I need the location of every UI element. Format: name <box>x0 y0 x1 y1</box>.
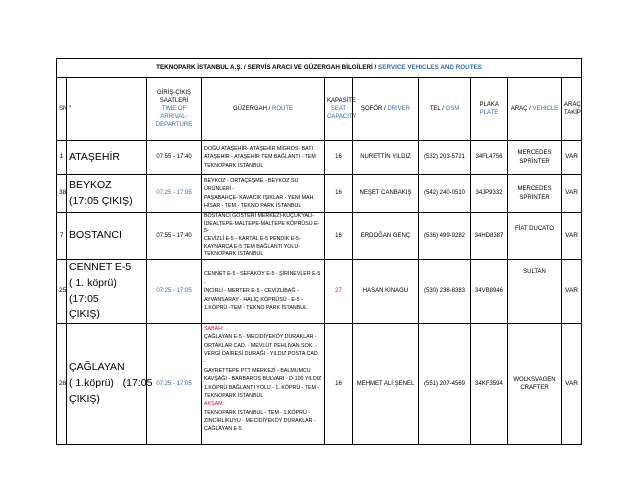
location-note: ÇIKIŞ) <box>69 308 100 321</box>
header-tel-tr: TEL / <box>429 105 444 112</box>
route-line: PAŞABAHÇE- KAVACIK IŞIKLAR - YENİ MAH. <box>204 194 315 201</box>
header-location <box>67 78 147 141</box>
location-name: BOSTANCI <box>69 229 122 242</box>
row-tracking: VAR <box>562 141 582 175</box>
row-sn: 7 <box>57 213 67 260</box>
table-title <box>57 59 582 78</box>
row-sn: 38 <box>57 175 67 213</box>
route-line: BEYKOZ - ORTAÇEŞME - BEYKOZ SU ÜRÜNLERİ - <box>204 177 299 193</box>
header-route-en: ROUTE <box>272 105 293 112</box>
header-vehicle-tr: ARAÇ / <box>510 105 531 112</box>
row-tracking: VAR <box>562 260 582 324</box>
route-line: ÇAĞLAYAN E-5 <box>204 426 242 433</box>
row-vehicle: MERCEDES SPRİNTER <box>508 141 562 175</box>
row-plate: 34JP9332 <box>471 175 508 213</box>
route-evening-label: AKŞAM: <box>204 401 225 408</box>
header-row <box>57 78 582 141</box>
row-location <box>67 260 147 324</box>
location-note: ( 1. köprü) (17:05 <box>69 276 117 305</box>
row-time: 07:55 - 17:40 <box>147 141 202 175</box>
row-sn: 1 <box>57 141 67 175</box>
header-plate-tr: PLAKA <box>479 101 499 108</box>
row-route <box>202 141 325 175</box>
route-morning-label: SABAH: <box>204 326 224 333</box>
vehicle-make: WOLKSVAGEN <box>513 376 556 383</box>
table-row <box>57 324 582 445</box>
title-tr: TEKNOPARK İSTANBUL A.Ş. / SERVİS ARACI VE GÜZERGAH BİLGİLERİ / <box>156 63 377 71</box>
header-route <box>202 78 325 141</box>
header-sn: SN <box>57 78 67 141</box>
title-en: SERVICE VEHICLES AND ROUTES <box>378 63 482 71</box>
route-line: TEKNOPARK İSTANBUL <box>204 392 264 399</box>
row-route <box>202 213 325 260</box>
route-line: 1.KÖPRÜ BAĞLANTI YOLU - 1. KÖPRÜ - TEM - <box>204 384 320 391</box>
route-line: AYVANSARAY - HALİÇ KÖPRÜSÜ - E-5 - <box>204 296 303 303</box>
row-tel: (530) 238-8383 <box>419 260 471 324</box>
table-row <box>57 175 582 213</box>
row-driver: NURETTİN YILDIZ <box>353 141 419 175</box>
header-times-en: TIME OF ARRIVAL-DEPARTURE <box>155 105 193 129</box>
route-line: TEKNOPARK İSTANBUL <box>204 251 264 258</box>
row-route <box>202 260 325 324</box>
header-capacity <box>325 78 357 141</box>
location-name: CENNET E-5 <box>69 261 132 274</box>
row-tel: (551) 207-4569 <box>419 324 471 445</box>
row-location <box>67 324 153 445</box>
table-row <box>57 213 582 260</box>
location-name: ÇAĞLAYAN <box>69 361 125 374</box>
row-time: 07:25 - 17:05 <box>147 175 202 213</box>
table-row <box>57 260 582 324</box>
route-line: 1.KÖPRÜ -TEM - TEKNO PARK İSTANBUL <box>204 305 308 312</box>
location-name: ATAŞEHİR <box>69 150 120 163</box>
row-sn: 25 <box>57 260 67 324</box>
row-location <box>67 213 147 260</box>
route-line: GAYRETTEPE PTT MERKEZİ - BALMUMCU <box>204 367 311 374</box>
row-tracking: VAR <box>562 324 582 445</box>
row-vehicle <box>508 324 562 445</box>
row-driver: HASAN KINAGU <box>353 260 419 324</box>
header-capacity-tr: KAPASİTE <box>327 97 356 104</box>
route-line: ÇAĞLAYAN E-5 - MECİDİYEKÖY DURAKLAR - <box>204 334 317 341</box>
service-table <box>56 58 582 445</box>
row-plate: 34FL4756 <box>471 141 508 175</box>
header-location-mark: " <box>69 105 72 112</box>
header-plate-en: PLATE <box>479 110 499 116</box>
table-row <box>57 141 582 175</box>
row-route <box>202 324 325 445</box>
route-line: KAVŞAĞI - BARBAROS BULVARI - D-100 YILDIZ <box>204 376 322 383</box>
row-tel: (532) 203-5721 <box>419 141 471 175</box>
header-vehicle-en: VEHICLE <box>532 105 559 112</box>
row-tracking: VAR <box>562 175 582 213</box>
route-line: VERGİ DAİRESİ DURAĞI - YILDIZ POSTA CAD. - <box>204 351 320 366</box>
row-route <box>202 175 325 213</box>
header-capacity-en: SEAT CAPACITY <box>327 105 357 121</box>
row-capacity: 16 <box>325 213 353 260</box>
row-vehicle: SULTAN <box>508 260 562 324</box>
row-time: 07:25 - 17:05 <box>147 260 202 324</box>
header-times-tr: GİRİŞ-ÇIKIŞ SAATLERİ <box>156 89 191 104</box>
row-driver: NEŞET CANBAKIŞ <box>353 175 419 213</box>
row-capacity: 27 <box>325 260 353 324</box>
route-line: HİSAR - TEM - TEKNO PARK İSTANBUL <box>204 202 302 209</box>
route-line: İNCİRLİ - MERTER E-5 - CEVİZLİBAĞ - <box>204 288 299 295</box>
row-capacity: 16 <box>325 141 353 175</box>
vehicle-model: CRAFTER <box>520 385 549 392</box>
row-location <box>67 175 147 213</box>
row-driver: ERDOĞAN GENÇ <box>353 213 419 260</box>
route-line: TEKNOPARK İSTANBUL <box>204 162 264 169</box>
header-driver <box>353 78 419 141</box>
title-row <box>57 59 582 78</box>
header-tel-en: GSM <box>445 105 460 112</box>
row-sn: 28 <box>57 324 67 445</box>
route-line: İDEALTEPE-MALTEPE-MALTEPE KÖPRÜSÜ E-5- <box>204 220 320 235</box>
location-name: BEYKOZ <box>69 178 112 191</box>
route-line: CENNET E-5 - SEFAKÖY E-5 - ŞİRİNEVLER E-5 - <box>204 271 321 286</box>
row-plate: 34KF3594 <box>471 324 508 445</box>
location-note: ÇIKIŞ) <box>69 392 100 405</box>
header-vehicle <box>508 78 562 141</box>
row-capacity: 16 <box>325 324 353 445</box>
header-driver-en: DRIVER <box>387 105 410 112</box>
header-tracking: ARAÇ TAKİP <box>562 78 582 141</box>
row-time: 07:25 - 17:05 <box>147 324 202 445</box>
header-route-tr: GÜZERGAH / <box>232 105 271 112</box>
row-location <box>67 141 147 175</box>
location-note: ( 1.köprü) (17:05 <box>69 377 153 390</box>
row-time: 07:55 - 17:40 <box>147 213 202 260</box>
route-line: DOĞU ATAŞEHİR- ATAŞEHİR MİGROS- BATI <box>204 145 313 152</box>
row-plate: 34HD8387 <box>471 213 508 260</box>
header-tel <box>419 78 471 141</box>
row-vehicle: MERCEDES SPRİNTER <box>508 175 562 213</box>
row-driver: MEHMET ALİ ŞENEL <box>353 324 419 445</box>
header-driver-tr: ŞOFÖR / <box>360 105 386 112</box>
route-line: CEVİZLİ E-5 - KARTAL E-5 PENDİK E-5- <box>204 236 301 243</box>
route-line: TEKNOPARK İSTANBUL - TEM - 1.KÖPRÜ - <box>204 409 311 416</box>
route-line: ZİNCİRLİKUYU - MECİDİYEKÖY DURAKLAR - <box>204 417 316 424</box>
row-plate: 34VB8946 <box>471 260 508 324</box>
location-note: (17:05 ÇIKIŞ) <box>69 194 133 207</box>
header-times <box>147 78 202 141</box>
header-plate <box>471 78 508 141</box>
row-tracking: VAR <box>562 213 582 260</box>
row-tel: (542) 240-0510 <box>419 175 471 213</box>
row-tel: (536) 499-9282 <box>419 213 471 260</box>
route-line: KAYNARCA E-5 TEM BAĞLANTI YOLU- <box>204 243 300 250</box>
route-line: BOSTANCI GÖSTERİ MERKEZİ-KÜÇÜKYALI- <box>204 213 315 219</box>
route-line: ATAŞEHİR - ATAŞEHİR TEM BAĞLANTI - TEM <box>204 154 316 161</box>
row-capacity: 16 <box>325 175 353 213</box>
route-line: ORTAKLAR CAD. - MEVLÜT PEHLİVAN SOK. - <box>204 342 317 349</box>
row-vehicle: FİAT DUCATO <box>508 213 562 260</box>
